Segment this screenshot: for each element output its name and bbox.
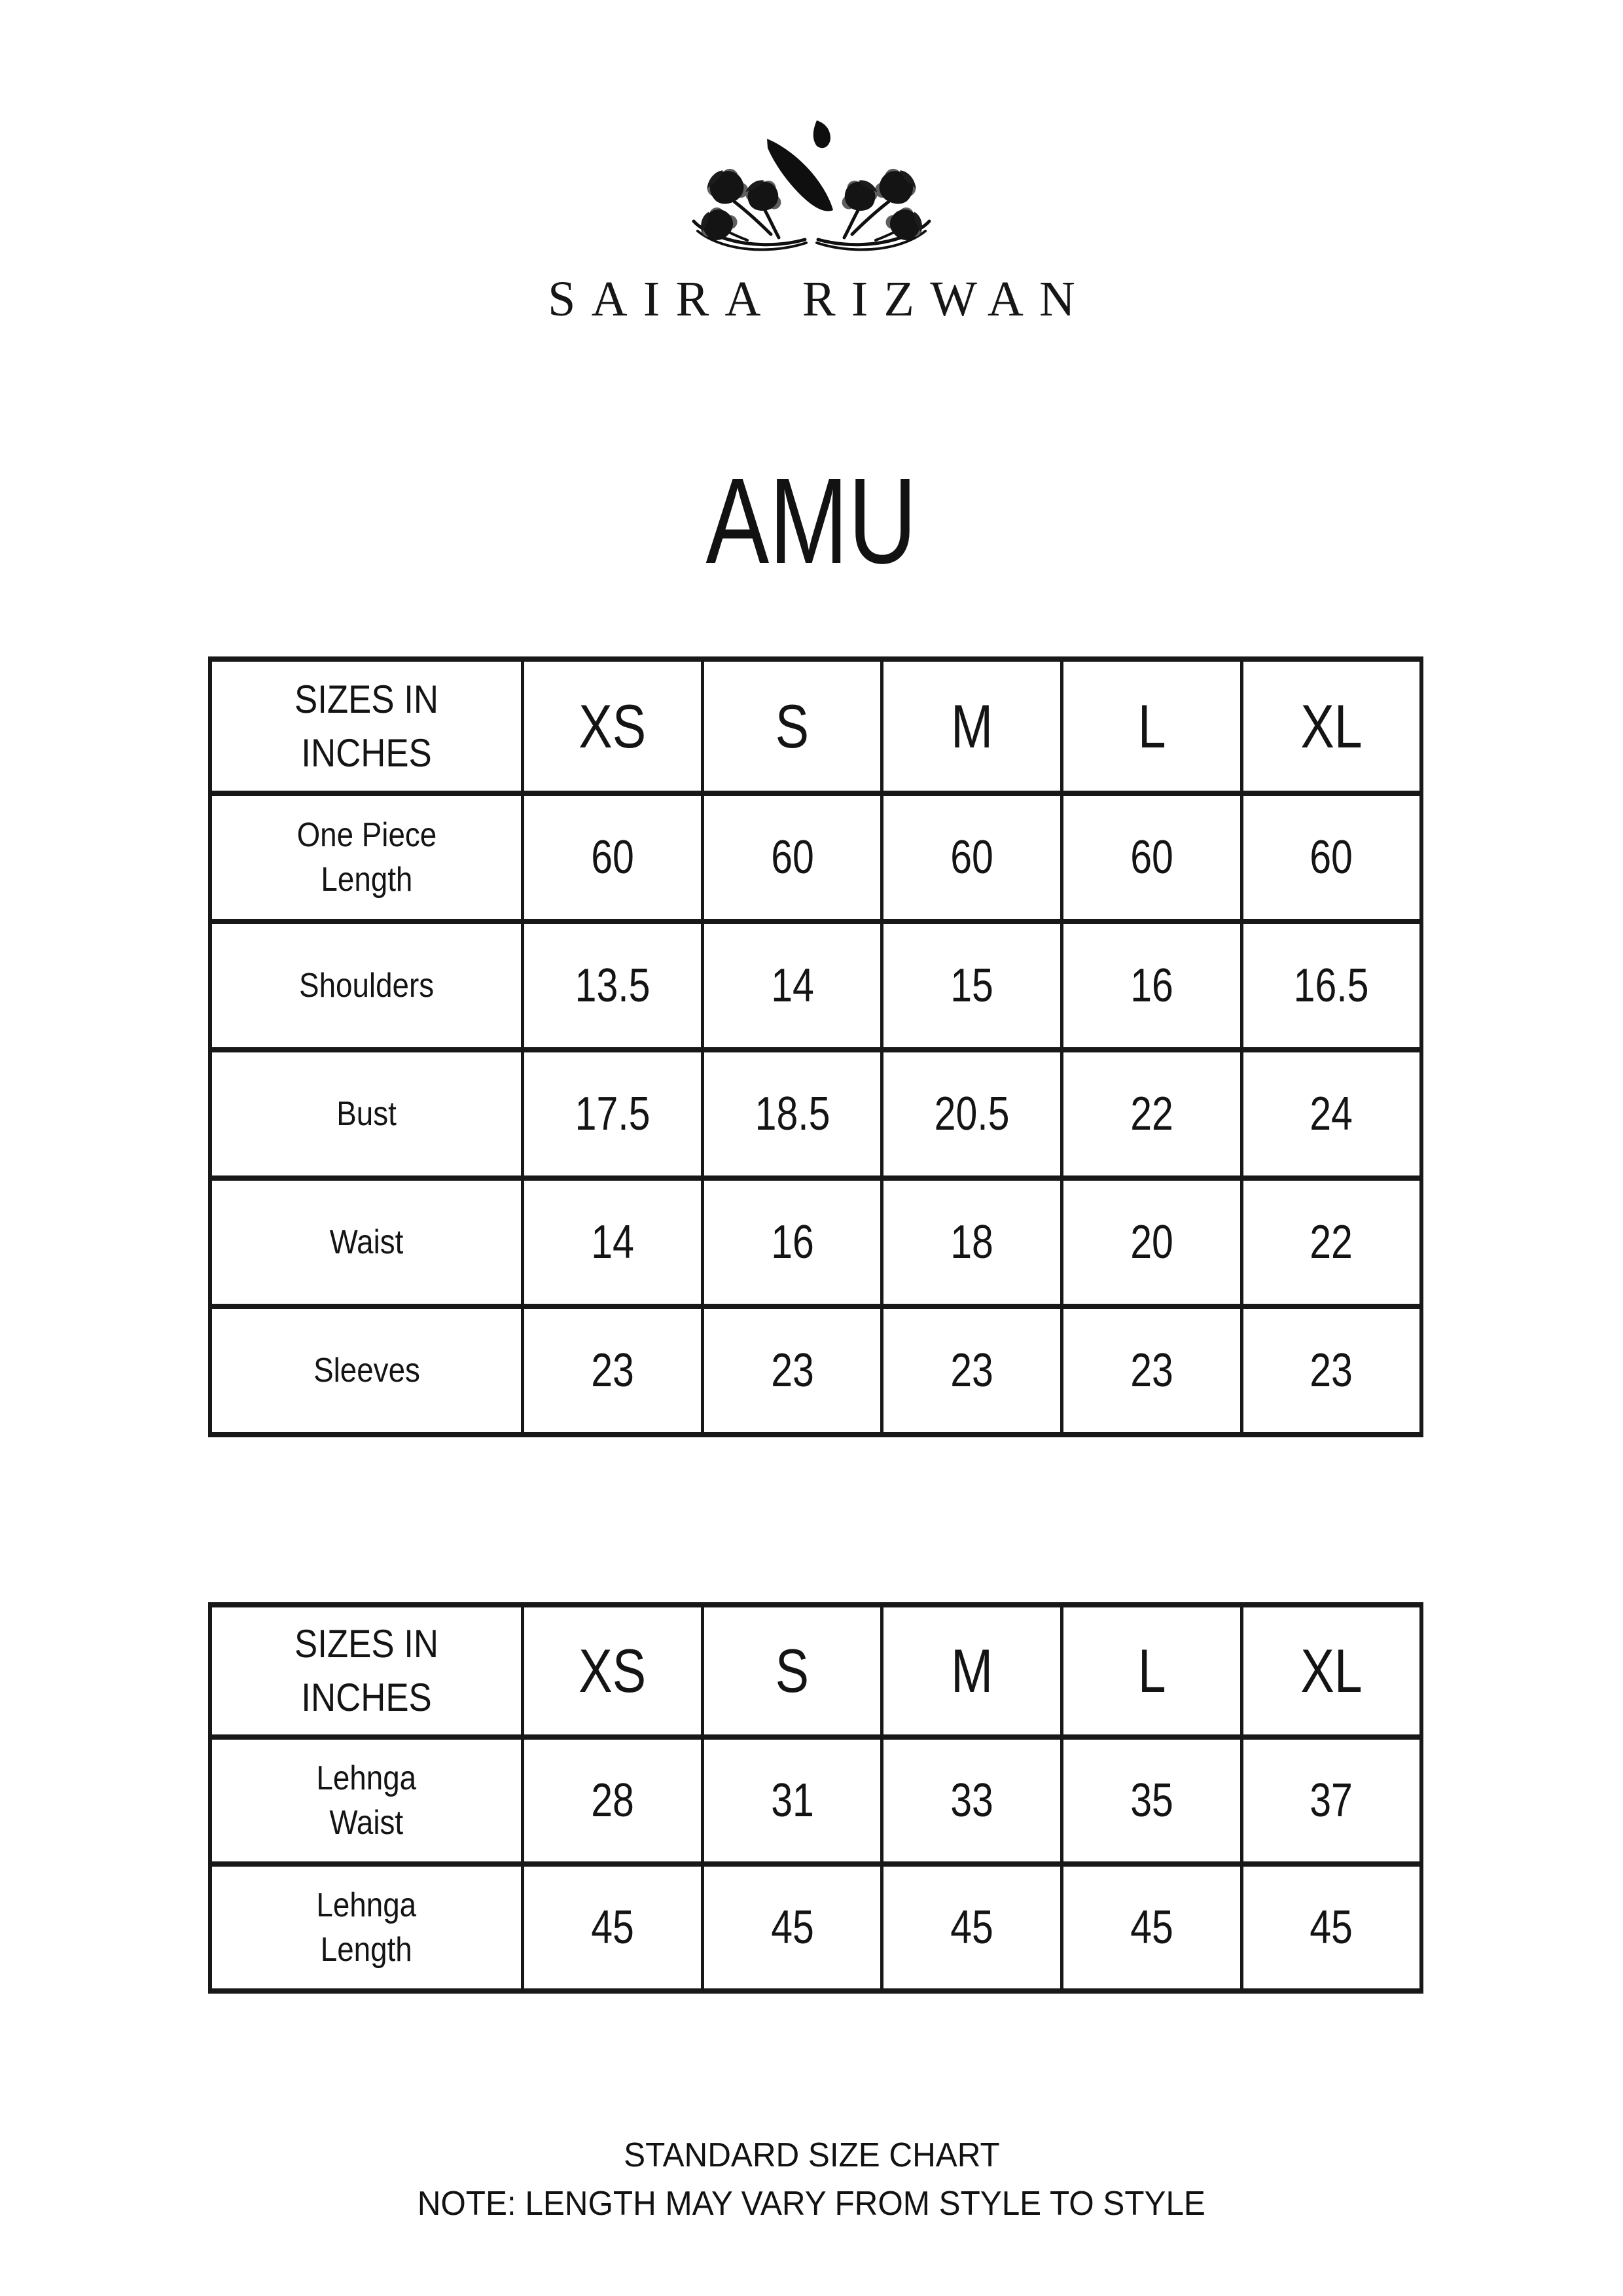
value-cell xyxy=(702,922,882,1050)
brand-logo-icon xyxy=(641,111,982,281)
value-text: 14 xyxy=(591,1216,634,1268)
size-header-text: XS xyxy=(579,1636,647,1705)
value-text: 45 xyxy=(950,1901,994,1954)
size-header-xl xyxy=(1241,1605,1421,1737)
value-text: 23 xyxy=(591,1344,634,1397)
footer-note xyxy=(0,2179,1623,2228)
value-text: 18 xyxy=(950,1216,994,1268)
value-text: 37 xyxy=(1310,1774,1353,1827)
row-label-cell xyxy=(210,1306,523,1435)
size-header-text: S xyxy=(775,1636,810,1705)
measurement-row-sleeves xyxy=(210,1306,1421,1435)
value-text: 22 xyxy=(1130,1088,1173,1140)
value-cell xyxy=(523,793,703,922)
size-header-xs xyxy=(523,659,703,793)
row-label-cell xyxy=(210,793,523,922)
corner-header-text: SIZES IN INCHES xyxy=(294,677,439,775)
size-header-s xyxy=(702,659,882,793)
value-text: 45 xyxy=(591,1901,634,1954)
value-text: 23 xyxy=(770,1344,814,1397)
value-cell xyxy=(1062,793,1242,922)
row-label-text: Waist xyxy=(329,1223,404,1261)
corner-header-cell xyxy=(210,1605,523,1737)
measurement-row-lehnga-waist xyxy=(210,1737,1421,1864)
row-label-text: Lehnga Waist xyxy=(316,1759,417,1842)
product-title xyxy=(0,454,1623,589)
value-text: 28 xyxy=(591,1774,634,1827)
measurement-row-shoulders xyxy=(210,922,1421,1050)
row-label-text: Shoulders xyxy=(298,967,435,1005)
value-text: 16.5 xyxy=(1293,960,1369,1012)
value-cell xyxy=(1241,1864,1421,1991)
size-header-m xyxy=(882,659,1062,793)
value-cell xyxy=(882,1306,1062,1435)
value-cell xyxy=(1062,1050,1242,1178)
value-cell xyxy=(882,793,1062,922)
footer xyxy=(0,2131,1623,2228)
size-header-text: M xyxy=(951,691,993,761)
value-cell xyxy=(882,1864,1062,1991)
size-header-l xyxy=(1062,1605,1242,1737)
size-header-xl xyxy=(1241,659,1421,793)
value-cell xyxy=(523,1737,703,1864)
size-header-text: L xyxy=(1137,691,1166,761)
footer-standard-size-chart xyxy=(0,2131,1623,2179)
value-cell xyxy=(523,1864,703,1991)
value-cell xyxy=(1062,922,1242,1050)
value-cell xyxy=(1241,1737,1421,1864)
size-header-text: S xyxy=(775,691,810,761)
size-header-text: XL xyxy=(1300,1636,1363,1705)
value-cell xyxy=(1062,1306,1242,1435)
value-text: 23 xyxy=(1310,1344,1353,1397)
value-text: 33 xyxy=(950,1774,994,1827)
value-text: 23 xyxy=(1130,1344,1173,1397)
value-text: 20 xyxy=(1130,1216,1173,1268)
size-header-text: L xyxy=(1137,1636,1166,1705)
size-header-xs xyxy=(523,1605,703,1737)
value-text: 13.5 xyxy=(575,960,651,1012)
size-header-text: M xyxy=(951,1636,993,1705)
value-text: 23 xyxy=(950,1344,994,1397)
value-text: 16 xyxy=(770,1216,814,1268)
footer-note-text: NOTE: LENGTH MAY VARY FROM STYLE TO STYLE xyxy=(417,2185,1206,2223)
size-header-l xyxy=(1062,659,1242,793)
row-label-text: Bust xyxy=(336,1095,397,1133)
value-cell xyxy=(523,1306,703,1435)
value-text: 18.5 xyxy=(755,1088,830,1140)
corner-header-text: SIZES IN INCHES xyxy=(294,1622,439,1719)
value-text: 20.5 xyxy=(934,1088,1010,1140)
value-cell xyxy=(882,1050,1062,1178)
row-label-cell xyxy=(210,922,523,1050)
measurement-row-lehnga-length xyxy=(210,1864,1421,1991)
value-cell xyxy=(1241,1306,1421,1435)
size-header-text: XS xyxy=(579,691,647,761)
value-cell xyxy=(523,1178,703,1306)
row-label-text: Sleeves xyxy=(313,1352,420,1390)
row-label-cell xyxy=(210,1178,523,1306)
row-label-cell xyxy=(210,1864,523,1991)
value-cell xyxy=(1241,1050,1421,1178)
value-cell xyxy=(523,1050,703,1178)
value-cell xyxy=(882,922,1062,1050)
row-label-text: Lehnga Length xyxy=(316,1886,417,1969)
value-text: 24 xyxy=(1310,1088,1353,1140)
value-text: 31 xyxy=(770,1774,814,1827)
size-header-m xyxy=(882,1605,1062,1737)
value-cell xyxy=(882,1737,1062,1864)
value-text: 15 xyxy=(950,960,994,1012)
value-cell xyxy=(1062,1178,1242,1306)
value-text: 60 xyxy=(1130,831,1173,884)
size-table-lehnga xyxy=(208,1602,1423,1994)
value-cell xyxy=(882,1178,1062,1306)
row-label-text: One Piece Length xyxy=(296,816,437,899)
value-text: 60 xyxy=(591,831,634,884)
brand-name: SAIRA RIZWAN xyxy=(548,272,1092,327)
value-text: 22 xyxy=(1310,1216,1353,1268)
size-table-primary xyxy=(208,656,1423,1437)
size-header-text: XL xyxy=(1300,691,1363,761)
corner-header-cell xyxy=(210,659,523,793)
value-cell xyxy=(702,1306,882,1435)
product-title-text: AMU xyxy=(705,454,918,589)
value-text: 17.5 xyxy=(575,1088,651,1140)
value-cell xyxy=(702,793,882,922)
value-cell xyxy=(1241,1178,1421,1306)
value-text: 60 xyxy=(950,831,994,884)
value-cell xyxy=(702,1178,882,1306)
value-cell xyxy=(1062,1737,1242,1864)
value-text: 14 xyxy=(770,960,814,1012)
value-text: 45 xyxy=(770,1901,814,1954)
measurement-row-one-piece-length xyxy=(210,793,1421,922)
value-cell xyxy=(523,922,703,1050)
value-cell xyxy=(702,1864,882,1991)
value-text: 45 xyxy=(1310,1901,1353,1954)
footer-title-text: STANDARD SIZE CHART xyxy=(623,2136,1000,2174)
brand-logo xyxy=(641,111,982,281)
value-cell xyxy=(1062,1864,1242,1991)
value-text: 35 xyxy=(1130,1774,1173,1827)
value-cell xyxy=(1241,793,1421,922)
value-cell xyxy=(1241,922,1421,1050)
value-cell xyxy=(702,1050,882,1178)
value-text: 45 xyxy=(1130,1901,1173,1954)
row-label-cell xyxy=(210,1050,523,1178)
value-text: 60 xyxy=(1310,831,1353,884)
value-text: 60 xyxy=(770,831,814,884)
size-header-s xyxy=(702,1605,882,1737)
measurement-row-bust xyxy=(210,1050,1421,1178)
row-label-cell xyxy=(210,1737,523,1864)
measurement-row-waist xyxy=(210,1178,1421,1306)
value-cell xyxy=(702,1737,882,1864)
value-text: 16 xyxy=(1130,960,1173,1012)
